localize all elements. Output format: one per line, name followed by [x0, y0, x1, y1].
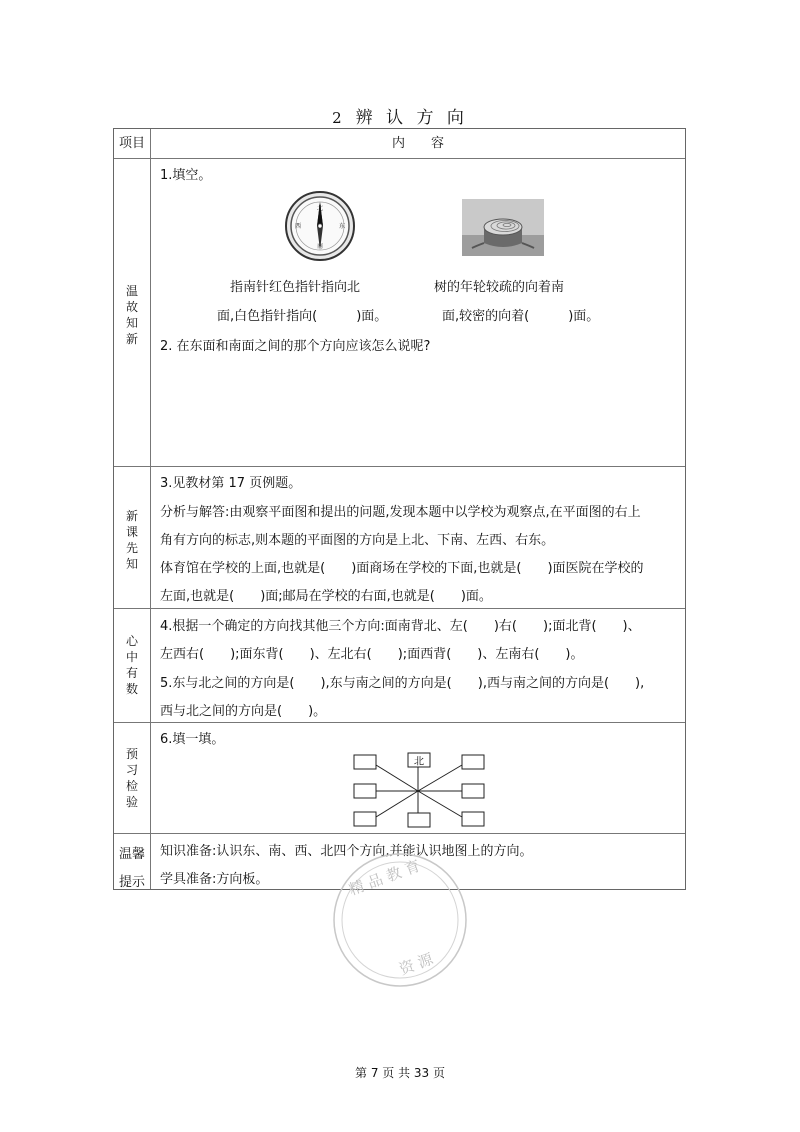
- north-label: 北: [414, 756, 424, 768]
- svg-text:精 品 教 育: 精 品 教 育: [346, 856, 423, 899]
- label-text: 预习检验: [125, 747, 138, 809]
- caption-tree-1: 树的年轮较疏的向着南: [434, 280, 565, 295]
- label-text: 温故知新: [125, 284, 138, 346]
- s5-line-2: 学具准备:方向板。: [160, 872, 269, 887]
- section-label-review: [114, 283, 150, 347]
- section-label-tips: [114, 841, 150, 897]
- title-number: 2: [332, 109, 342, 127]
- compass-icon: [284, 190, 356, 262]
- s2-line-5: 左面,也就是( )面;邮局在学校的右面,也就是( )面。: [160, 589, 492, 604]
- compass-west: 西: [294, 223, 302, 230]
- s3-line-4: 西与北之间的方向是( )。: [160, 704, 327, 719]
- title-text: 辨 认 方 向: [355, 108, 468, 128]
- tree-stump-image: [462, 199, 544, 256]
- watermark-seal: [320, 840, 480, 1000]
- s5-line-1: 知识准备:认识东、南、西、北四个方向,并能认识地图上的方向。: [160, 844, 533, 859]
- s2-line-3: 角有方向的标志,则本题的平面图的方向是上北、下南、左西、右东。: [160, 533, 555, 548]
- section-label-check: [114, 746, 150, 810]
- content-table: [113, 128, 686, 890]
- caption-compass-1: 指南针红色指针指向北: [230, 280, 361, 295]
- row-divider: [114, 608, 685, 609]
- tree-stump-icon: [462, 199, 544, 256]
- compass-north: 北: [316, 205, 324, 212]
- compass-south: 南: [316, 243, 324, 250]
- s3-line-3: 5.东与北之间的方向是( ),东与南之间的方向是( ),西与南之间的方向是( ),: [160, 676, 645, 691]
- page-title: [0, 103, 800, 128]
- label-text: 新课先知: [125, 509, 138, 571]
- svg-text:资 源: 资 源: [396, 949, 436, 979]
- header-item: 项目: [118, 136, 145, 151]
- header-content: 内 容: [391, 136, 444, 151]
- direction-board-icon: [352, 751, 488, 829]
- row-divider: [114, 722, 685, 723]
- s4-line-1: 6.填一填。: [160, 732, 225, 747]
- column-divider: [150, 129, 151, 889]
- caption-tree-2: 面,较密的向着( )面。: [442, 309, 600, 324]
- question-2: 2. 在东面和南面之间的那个方向应该怎么说呢?: [160, 339, 431, 354]
- row-divider: [114, 466, 685, 467]
- section-label-mindset: [114, 633, 150, 697]
- label-text: 温馨提示: [119, 847, 146, 890]
- s3-line-1: 4.根据一个确定的方向找其他三个方向:面南背北、左( )右( );面北背( )、: [160, 619, 641, 634]
- section-label-preview: [114, 508, 150, 572]
- compass-image: [284, 190, 356, 262]
- direction-diagram: [352, 751, 488, 829]
- row-divider: [114, 833, 685, 834]
- s2-line-1: 3.见教材第 17 页例题。: [160, 476, 302, 491]
- label-text: 心中有数: [125, 634, 138, 696]
- s2-line-4: 体育馆在学校的上面,也就是( )面商场在学校的下面,也就是( )面医院在学校的: [160, 561, 644, 576]
- caption-compass-2: 面,白色指针指向( )面。: [217, 309, 388, 324]
- seal-icon: [320, 840, 480, 1000]
- question-1: 1.填空。: [160, 168, 212, 183]
- s2-line-2: 分析与解答:由观察平面图和提出的问题,发现本题中以学校为观察点,在平面图的右上: [160, 505, 641, 520]
- compass-east: 东: [338, 223, 346, 230]
- page-footer: 第 7 页 共 33 页: [355, 1066, 445, 1080]
- s3-line-2: 左西右( );面东背( )、左北右( );面西背( )、左南右( )。: [160, 647, 584, 662]
